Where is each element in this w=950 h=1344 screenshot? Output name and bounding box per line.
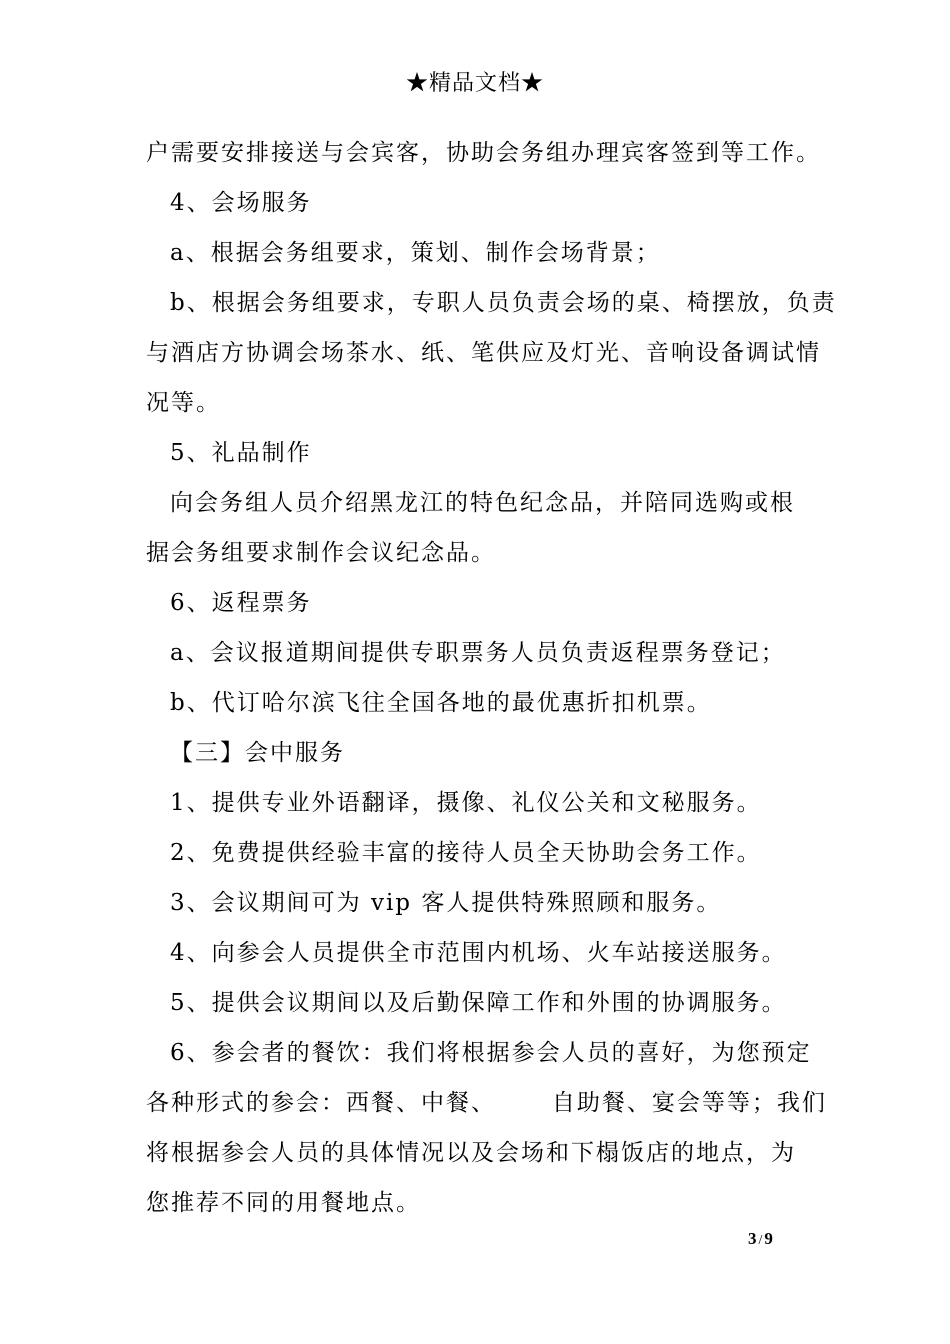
list-item: 3、会议期间可为 vip 客人提供特殊照顾和服务。 [170,890,722,916]
list-item: b、代订哈尔滨飞往全国各地的最优惠折扣机票。 [170,690,712,716]
page-number [748,1229,773,1249]
total-pages: 9 [764,1229,773,1248]
document-header: ★精品文档★ [405,71,544,96]
list-item: 1、提供专业外语翻译，摄像、礼仪公关和文秘服务。 [170,790,762,816]
section-heading: 6、返程票务 [170,590,312,616]
list-item: a、根据会务组要求，策划、制作会场背景； [170,240,661,266]
document-body [146,128,837,1228]
current-page: 3 [748,1229,757,1248]
page-separator: / [758,1233,763,1248]
paragraph-line: 您推荐不同的用餐地点。 [146,1190,421,1216]
list-item: b、根据会务组要求，专职人员负责会场的桌、椅摆放，负责 [170,290,837,316]
list-item: 6、参会者的餐饮：我们将根据参会人员的喜好，为您预定 [170,1040,812,1066]
paragraph-line: 户需要安排接送与会宾客，协助会务组办理宾客签到等工作。 [146,140,821,166]
list-item: 2、免费提供经验丰富的接待人员全天协助会务工作。 [170,840,762,866]
paragraph-line: 各种形式的参会：西餐、中餐、 自助餐、宴会等等；我们 [146,1090,827,1116]
section-heading: 【三】会中服务 [170,740,345,766]
section-heading: 4、会场服务 [170,190,312,216]
section-heading: 5、礼品制作 [170,440,312,466]
paragraph-line: 据会务组要求制作会议纪念品。 [146,540,496,566]
list-item: 4、向参会人员提供全市范围内机场、火车站接送服务。 [170,940,787,966]
paragraph-line: 况等。 [146,390,221,416]
list-item: 5、提供会议期间以及后勤保障工作和外围的协调服务。 [170,990,787,1016]
list-item: a、会议报道期间提供专职票务人员负责返程票务登记； [170,640,786,666]
paragraph-line: 向会务组人员介绍黑龙江的特色纪念品，并陪同选购或根 [170,490,795,516]
paragraph-line: 将根据参会人员的具体情况以及会场和下榻饭店的地点，为 [146,1140,796,1166]
paragraph-line: 与酒店方协调会场茶水、纸、笔供应及灯光、音响设备调试情 [146,340,821,366]
